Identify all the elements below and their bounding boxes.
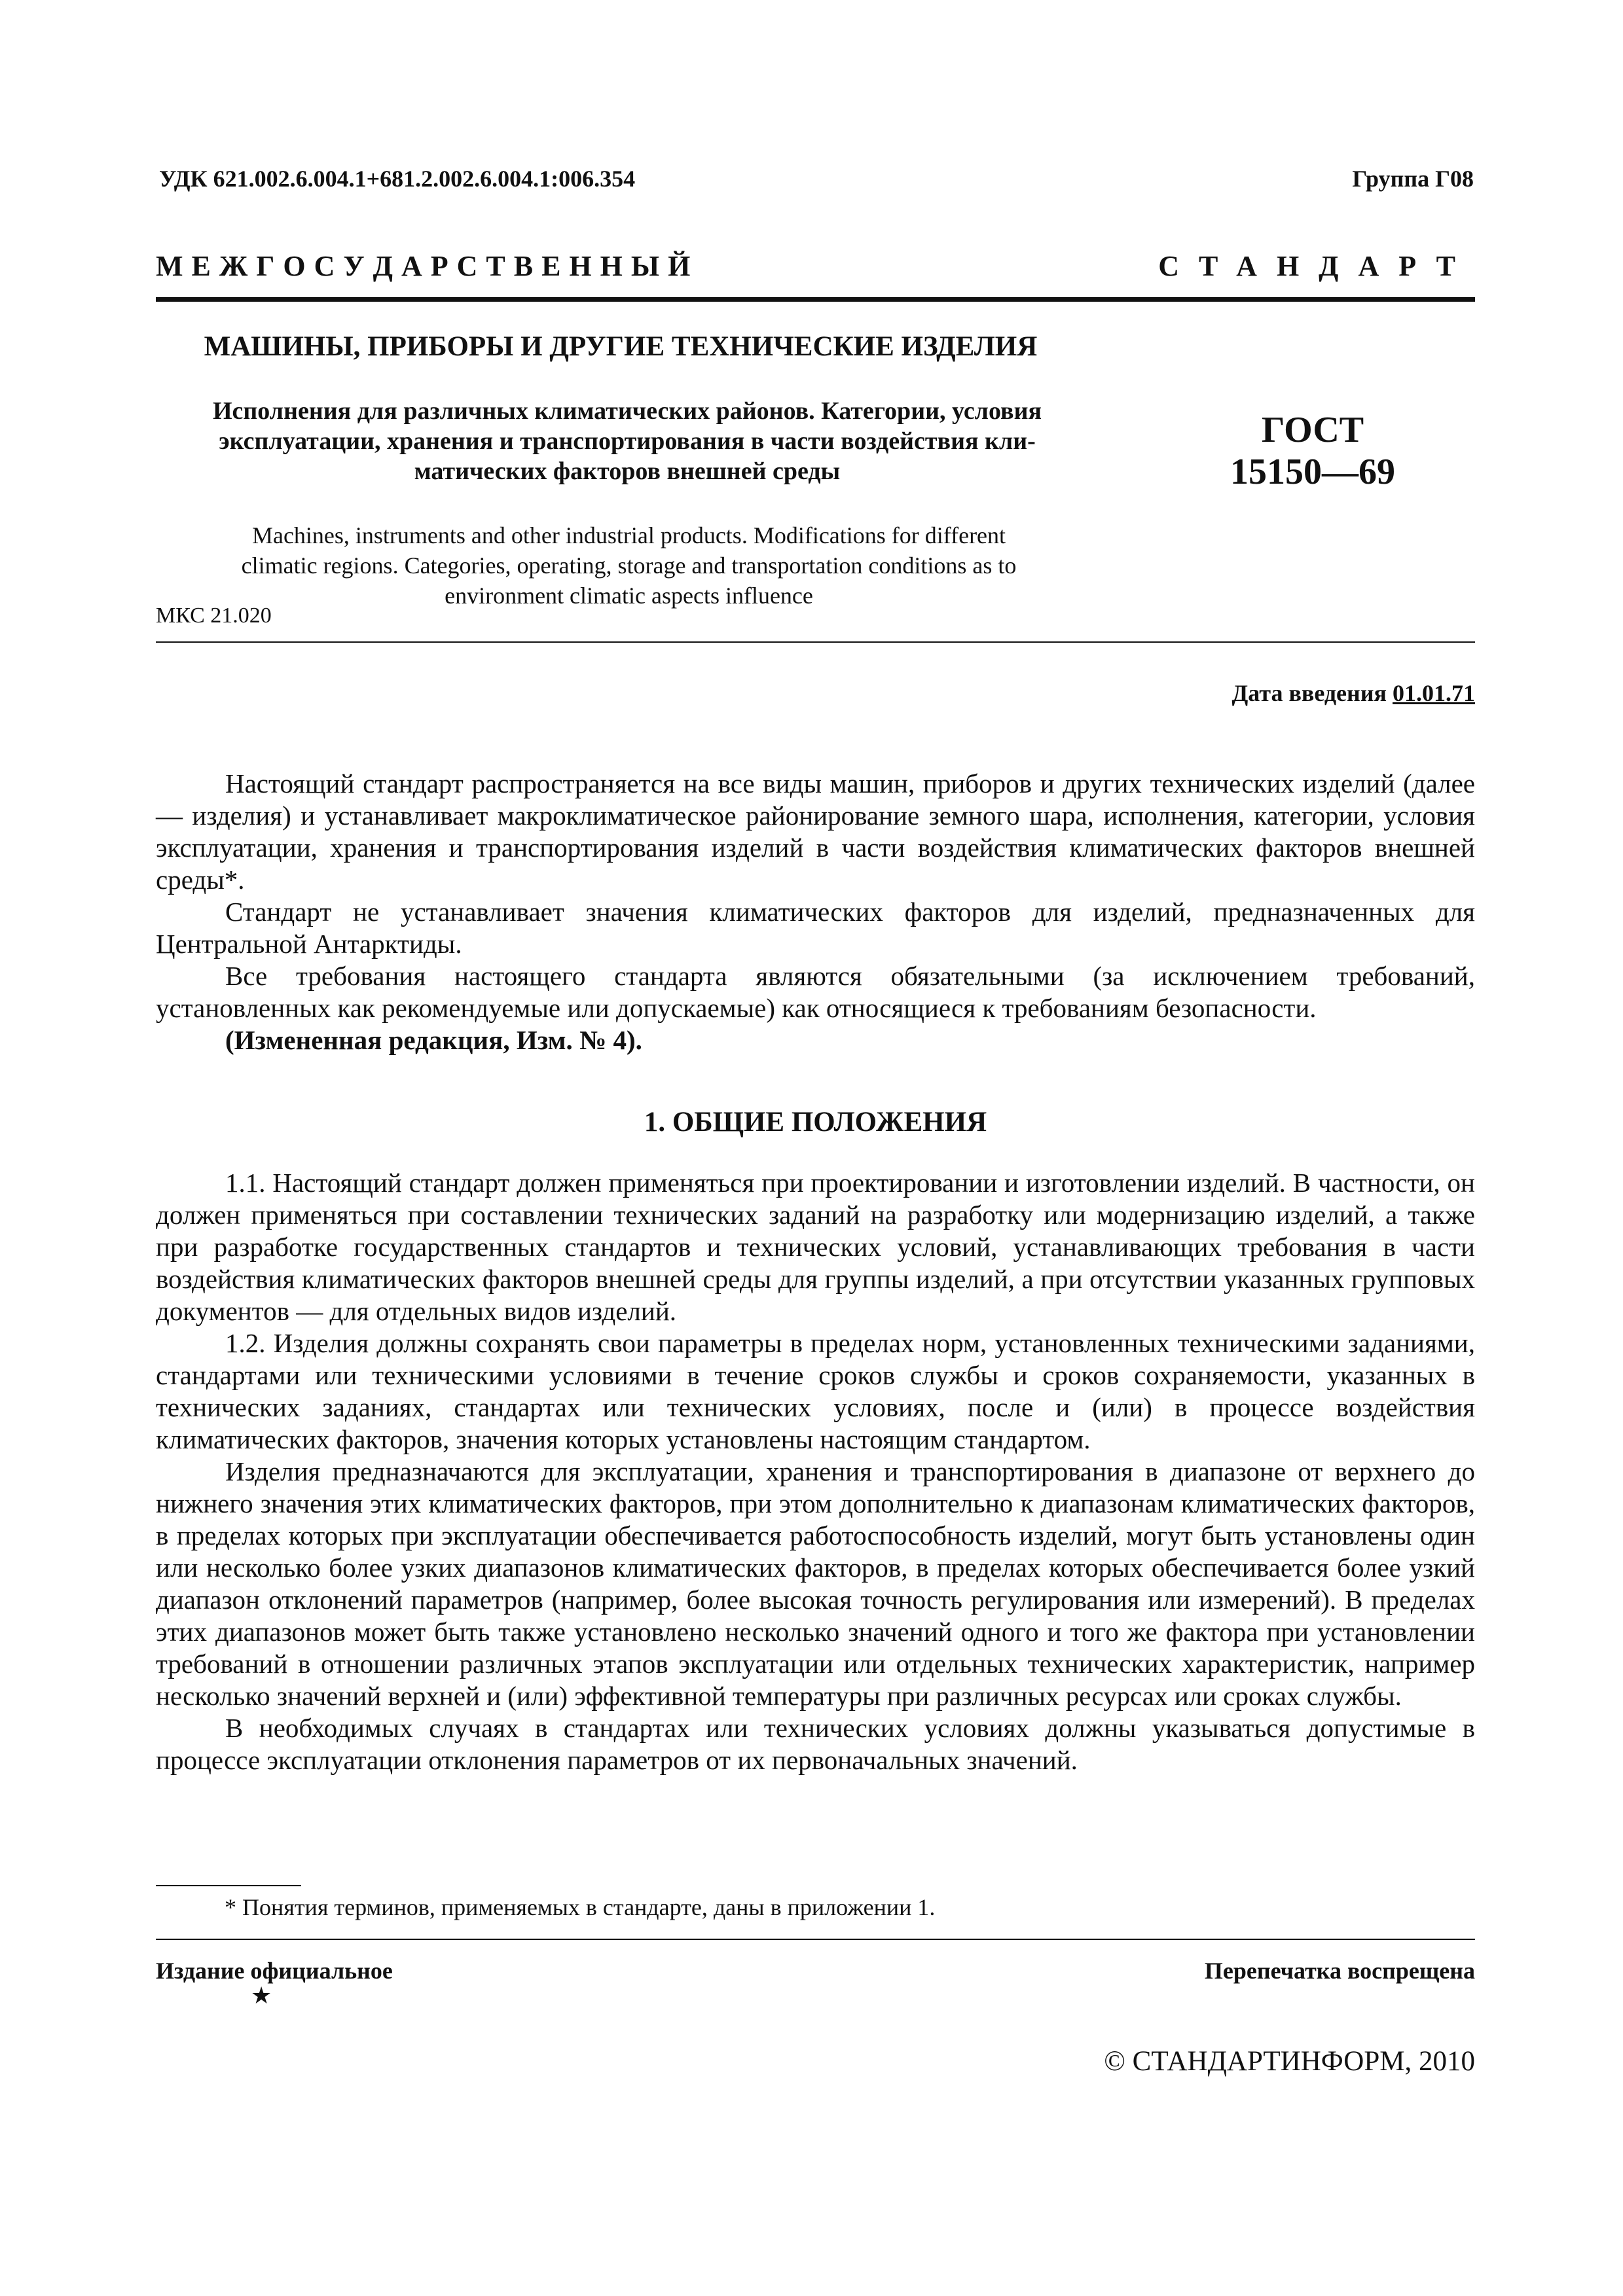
footnote-rule <box>156 1885 301 1886</box>
english-title <box>156 520 1102 611</box>
standard-word-label: СТАНДАРТ <box>1158 250 1475 282</box>
mks-code: МКС 21.020 <box>156 603 272 628</box>
document-title: МАШИНЫ, ПРИБОРЫ И ДРУГИЕ ТЕХНИЧЕСКИЕ ИЗДЕЛИЯ <box>204 331 1038 362</box>
document-subtitle <box>156 396 1099 486</box>
group-code: Группа Г08 <box>1352 166 1474 192</box>
footer-rule <box>156 1939 1475 1940</box>
subtitle-line: Исполнения для различных климатических районов. Категории, условия <box>212 397 1042 425</box>
section-text <box>156 1167 1475 1776</box>
intro-paragraph: Стандарт не устанавливает значения климатических факторов для изделий, предназначенных для Центральной Антарктиды. <box>156 897 1475 959</box>
footnote: * Понятия терминов, применяемых в стандарте, даны в приложении 1. <box>225 1894 936 1920</box>
english-title-line: environment climatic aspects influence <box>445 583 813 609</box>
udk-code: УДК 621.002.6.004.1+681.2.002.6.004.1:006.354 <box>159 166 636 192</box>
section-paragraph: 1.1. Настоящий стандарт должен применяться при проектировании и изготовлении изделий. В частности, он должен применяться при составлении технических заданий на разработку или модернизацию изделий, а также при разработке государственных стандартов и технических условий, устанавливающих требования в части воздействия климатических факторов внешней среды для группы изделий, а при отсутствии указанных групповых документов — для отдельных видов изделий. <box>156 1168 1475 1326</box>
copyright-notice: © СТАНДАРТИНФОРМ, 2010 <box>1104 2046 1475 2077</box>
header-rule <box>156 297 1475 302</box>
title-rule <box>156 641 1475 643</box>
section-paragraph: Изделия предназначаются для эксплуатации, хранения и транспортирования в диапазоне от верхнего до нижнего значения этих климатических факторов, при этом дополнительно к диапазонам климатических факторов, в пределах которых при эксплуатации обеспечивается работоспособность изделий, могут быть установлены один или несколько более узких диапазонов климатических факторов, в пределах которых обеспечивается более узкий диапазон отклонений параметров (например, более высокая точность регулирования или измерений). В пределах этих диапазонов может быть также установлено несколько значений одного и того же фактора при установлении требований в отношении различных этапов эксплуатации или отдельных технических характеристик, например несколько значений верхней и (или) эффективной температуры при различных ресурсах или сроках службы. <box>156 1456 1475 1711</box>
gost-number: 15150—69 <box>1230 452 1395 492</box>
gost-designation <box>1172 409 1453 493</box>
amendment-note: (Измененная редакция, Изм. № 4). <box>225 1025 642 1055</box>
date-label: Дата введения <box>1231 680 1387 706</box>
official-edition-label: Издание официальное <box>156 1958 393 1984</box>
gost-label: ГОСТ <box>1261 410 1364 450</box>
date-value: 01.01.71 <box>1393 680 1475 706</box>
section-heading: 1. ОБЩИЕ ПОЛОЖЕНИЯ <box>644 1107 987 1138</box>
intro-text <box>156 768 1475 1056</box>
subtitle-line: матических факторов внешней среды <box>414 457 841 485</box>
reprint-notice: Перепечатка воспрещена <box>1204 1958 1475 1984</box>
star-icon: ★ <box>251 1982 272 2009</box>
section-paragraph: В необходимых случаях в стандартах или технических условиях должны указываться допустимые в процессе эксплуатации отклонения параметров от их первоначальных значений. <box>156 1713 1475 1775</box>
section-paragraph: 1.2. Изделия должны сохранять свои параметры в пределах норм, установленных техническими заданиями, стандартами или техническими условиями в течение сроков службы и сроков сохраняемости, указанных в технических заданиях, стандартах или технических условиях, после и (или) в процессе воздействия климатических факторов, значения которых установлены настоящим стандартом. <box>156 1328 1475 1454</box>
subtitle-line: эксплуатации, хранения и транспортирования в части воздействия кли- <box>219 427 1036 455</box>
intro-paragraph: Все требования настоящего стандарта являются обязательными (за исключением требований, установленных как рекомендуемые или допускаемые) как относящиеся к требованиям безопасности. <box>156 961 1475 1023</box>
english-title-line: climatic regions. Categories, operating, storage and transportation conditions as to <box>241 552 1017 579</box>
standard-type-label: М Е Ж Г О С У Д А Р С Т В Е Н Н Ы Й <box>156 250 691 282</box>
english-title-line: Machines, instruments and other industrial products. Modifications for different <box>251 522 1006 548</box>
introduction-date <box>1232 679 1476 707</box>
intro-paragraph: Настоящий стандарт распространяется на все виды машин, приборов и других технических изделий (далее — изделия) и устанавливает макроклиматическое районирование земного шара, исполнения, категории, условия эксплуатации, хранения и транспортирования изделий в части воздействия климатических факторов внешней среды*. <box>156 768 1475 895</box>
